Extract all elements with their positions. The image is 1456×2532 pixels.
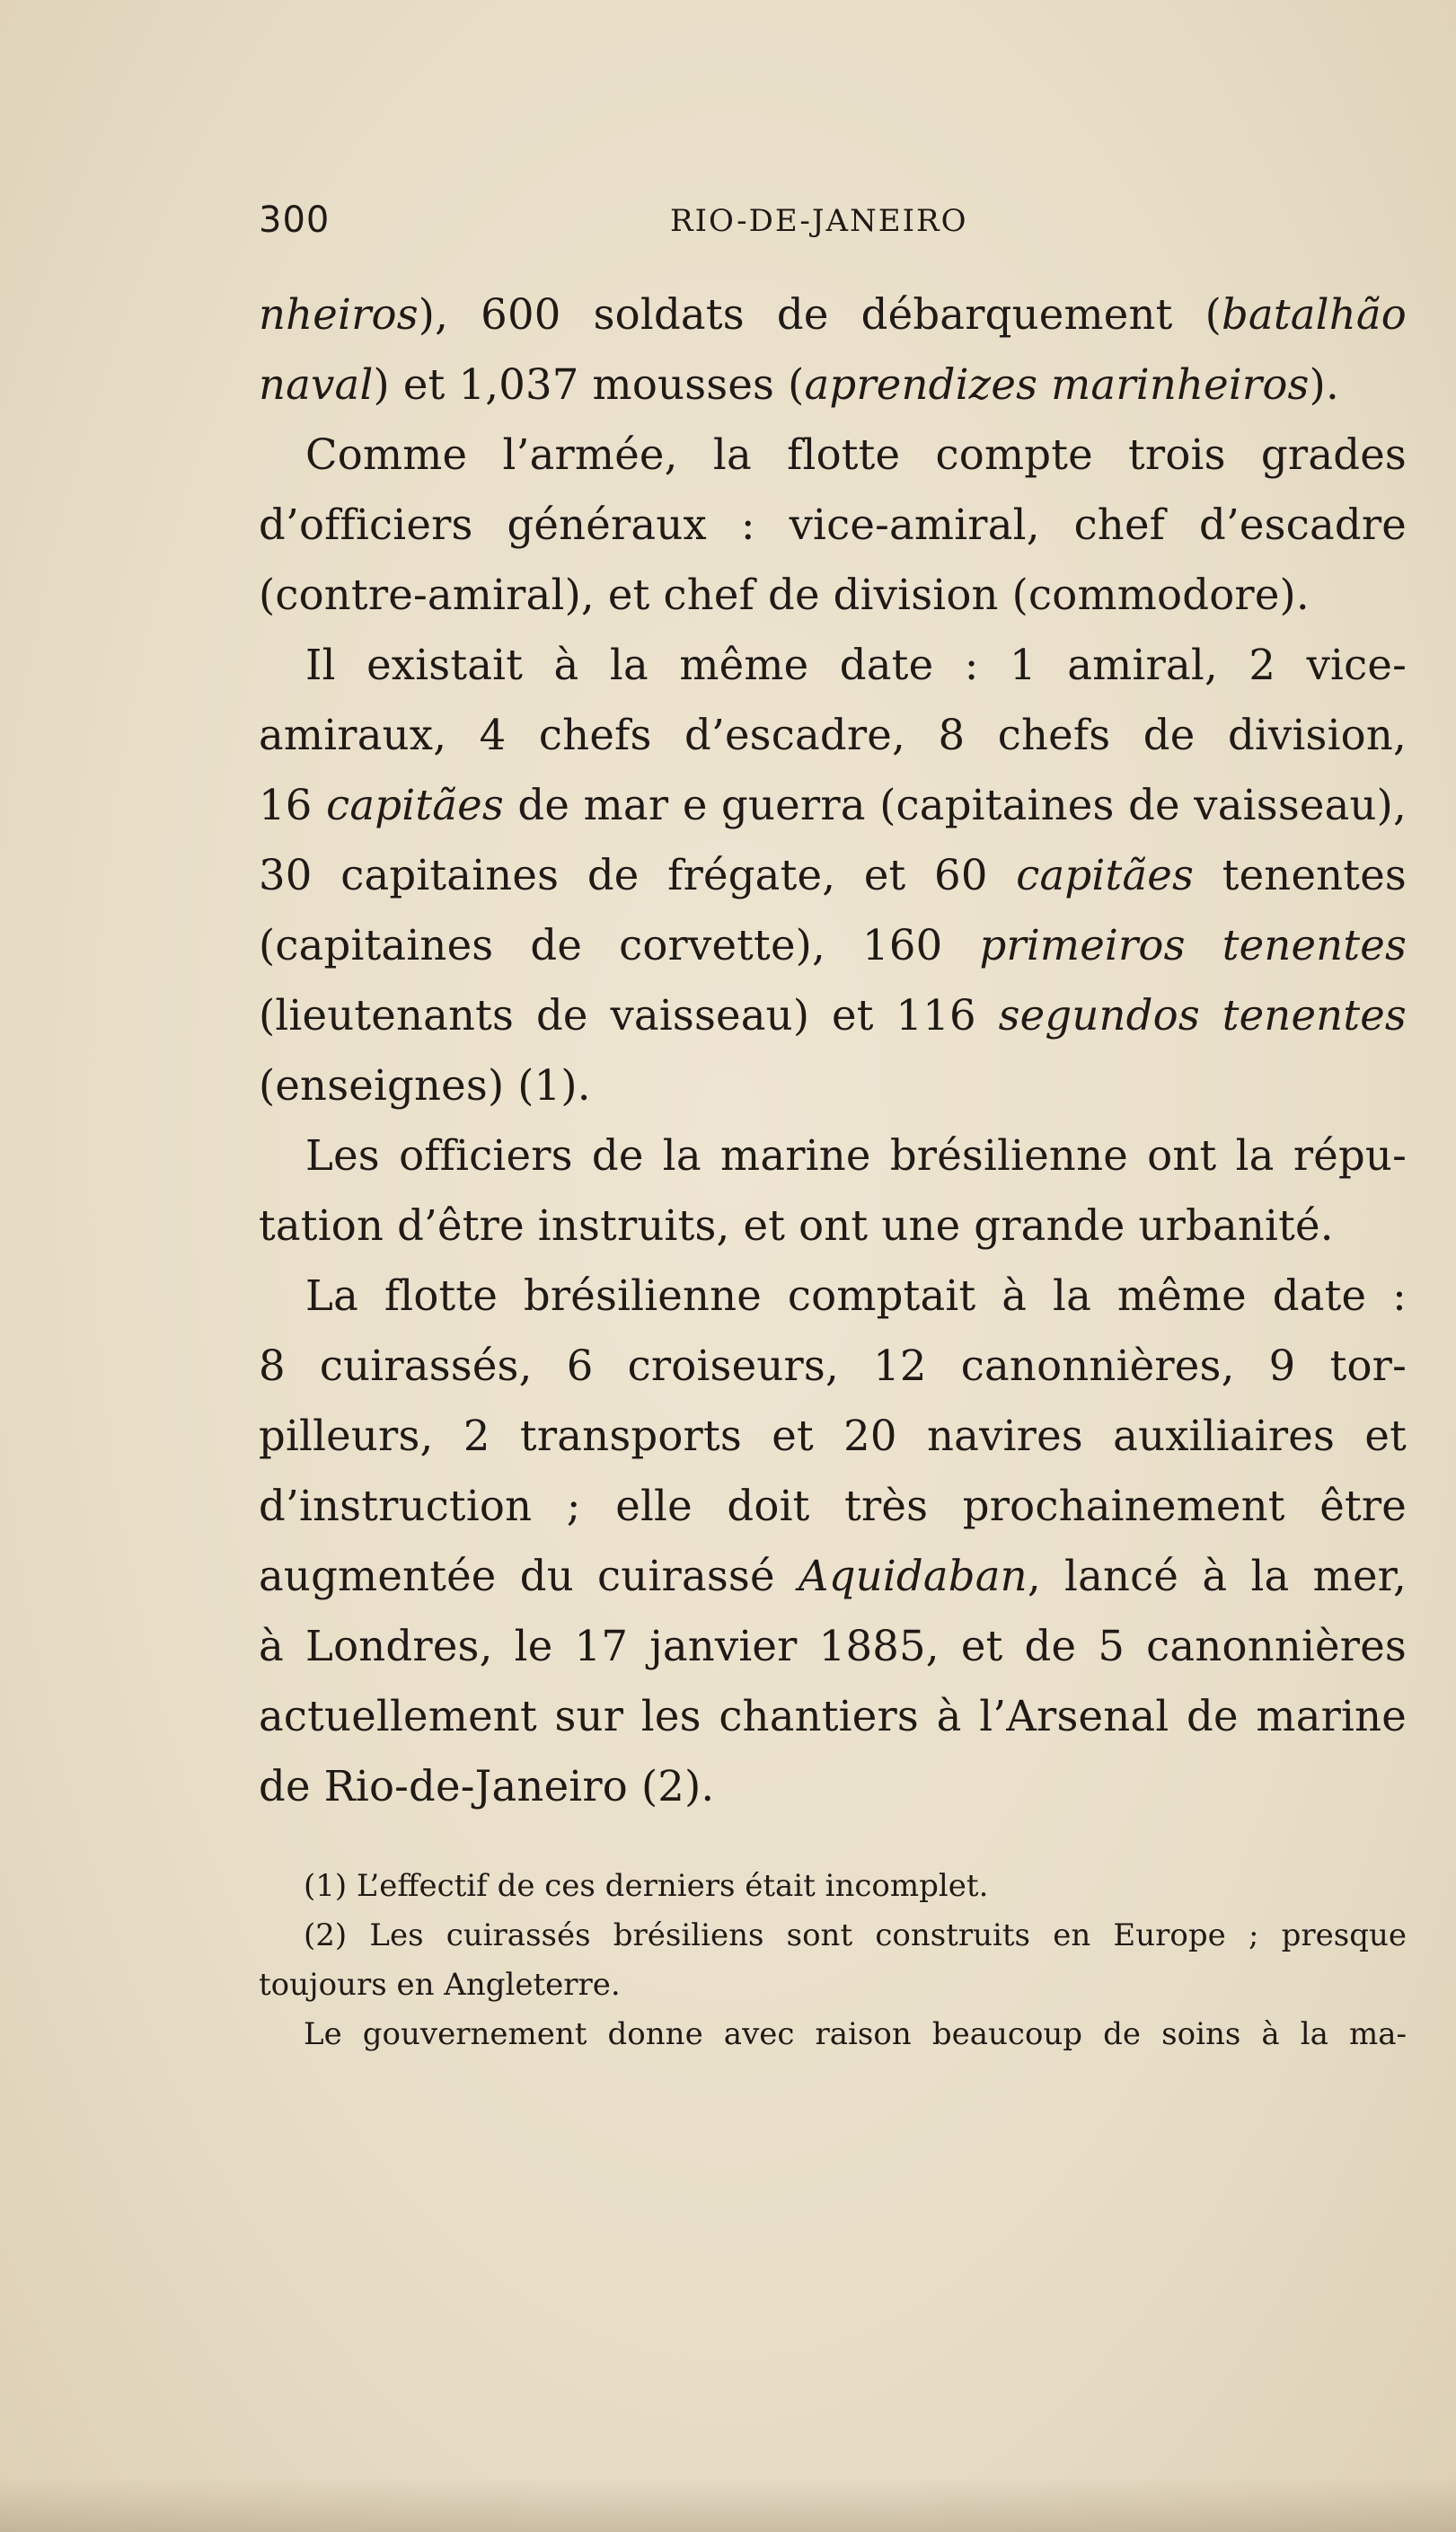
text-line bbox=[259, 1191, 1407, 1261]
footnote-line bbox=[259, 1961, 1407, 2010]
text-run: toujours en Angleterre. bbox=[259, 1967, 621, 2003]
text-run: 30 capitaines de frégate, et 60 bbox=[259, 851, 1017, 899]
text-run: ). bbox=[1309, 360, 1339, 409]
text-line bbox=[259, 279, 1407, 350]
text-line bbox=[259, 700, 1407, 770]
text-line bbox=[259, 1751, 1407, 1821]
text-run: ) et 1,037 mousses ( bbox=[373, 360, 805, 409]
text-run: (2) Les cuirassés brésiliens sont construits en Europe ; presque bbox=[304, 1917, 1407, 1953]
text-line bbox=[259, 1541, 1407, 1611]
text-run: Les officiers de la marine brésilienne ont la répu- bbox=[305, 1131, 1407, 1180]
text-run: tenentes bbox=[1194, 851, 1407, 899]
page-edge-shadow bbox=[0, 2478, 1456, 2532]
text-run: actuellement sur les chantiers à l’Arsenal de marine bbox=[259, 1692, 1407, 1740]
text-line bbox=[259, 490, 1407, 560]
text-run: (lieutenants de vaisseau) et 116 bbox=[259, 991, 999, 1040]
text-run: (contre-amiral), et chef de division (commodore). bbox=[259, 571, 1310, 619]
italic-text: Aquidaban bbox=[798, 1552, 1028, 1600]
page-header bbox=[259, 199, 1410, 253]
text-run: tation d’être instruits, et ont une grande urbanité. bbox=[259, 1201, 1334, 1250]
italic-text: capitães bbox=[1016, 851, 1195, 899]
text-line bbox=[259, 1681, 1407, 1751]
text-run: d’officiers généraux : vice-amiral, chef d’escadre bbox=[259, 500, 1407, 549]
footnote-line bbox=[259, 1862, 1407, 1911]
text-run: Il existait à la même date : 1 amiral, 2 vice- bbox=[305, 641, 1407, 689]
text-run: 16 bbox=[259, 781, 327, 829]
running-title: RIO-DE-JANEIRO bbox=[670, 203, 968, 239]
text-run: Comme l’armée, la flotte compte trois grades bbox=[305, 430, 1407, 479]
text-run: 8 cuirassés, 6 croiseurs, 12 canonnières, 9 tor- bbox=[259, 1341, 1407, 1390]
text-line bbox=[259, 420, 1407, 490]
text-line bbox=[259, 1050, 1407, 1120]
text-line bbox=[259, 840, 1407, 910]
text-line bbox=[259, 770, 1407, 840]
text-line bbox=[259, 1471, 1407, 1541]
text-run: (1) L’effectif de ces derniers était incomplet. bbox=[304, 1868, 989, 1904]
footnote-line bbox=[259, 2010, 1407, 2059]
italic-text: segundos tenentes bbox=[998, 991, 1407, 1040]
footnote-line bbox=[259, 1911, 1407, 1961]
text-line bbox=[259, 630, 1407, 700]
italic-text: nheiros bbox=[259, 290, 419, 339]
text-run: de Rio-de-Janeiro (2). bbox=[259, 1762, 715, 1810]
text-line bbox=[259, 350, 1407, 420]
text-run: à Londres, le 17 janvier 1885, et de 5 canonnières bbox=[259, 1622, 1407, 1670]
text-line bbox=[259, 910, 1407, 980]
italic-text: naval bbox=[259, 360, 374, 409]
text-run: (enseignes) (1). bbox=[259, 1061, 591, 1110]
body-text bbox=[259, 279, 1407, 1821]
text-line bbox=[259, 1120, 1407, 1191]
text-line bbox=[259, 1261, 1407, 1331]
text-run: (capitaines de corvette), 160 bbox=[259, 921, 980, 969]
text-run: Le gouvernement donne avec raison beaucoup de soins à la ma- bbox=[304, 2016, 1407, 2052]
italic-text: capitães bbox=[326, 781, 504, 829]
text-line bbox=[259, 980, 1407, 1050]
text-line bbox=[259, 1401, 1407, 1471]
text-line bbox=[259, 1611, 1407, 1681]
footnotes bbox=[259, 1862, 1407, 2059]
text-run: de mar e guerra (capitaines de vaisseau), bbox=[503, 781, 1407, 829]
text-run: ), 600 soldats de débarquement ( bbox=[418, 290, 1222, 339]
page-number: 300 bbox=[259, 199, 331, 241]
text-run: d’instruction ; elle doit très prochainement être bbox=[259, 1482, 1407, 1530]
text-run: pilleurs, 2 transports et 20 navires auxiliaires et bbox=[259, 1412, 1407, 1460]
italic-text: batalhão bbox=[1221, 290, 1407, 339]
text-run: augmentée du cuirassé bbox=[259, 1552, 799, 1600]
text-run: La flotte brésilienne comptait à la même date : bbox=[305, 1271, 1407, 1320]
italic-text: primeiros tenentes bbox=[979, 921, 1407, 969]
text-line bbox=[259, 1331, 1407, 1401]
text-line bbox=[259, 560, 1407, 630]
text-run: , lancé à la mer, bbox=[1027, 1552, 1407, 1600]
text-run: amiraux, 4 chefs d’escadre, 8 chefs de division, bbox=[259, 711, 1407, 759]
italic-text: aprendizes marinheiros bbox=[804, 360, 1310, 409]
